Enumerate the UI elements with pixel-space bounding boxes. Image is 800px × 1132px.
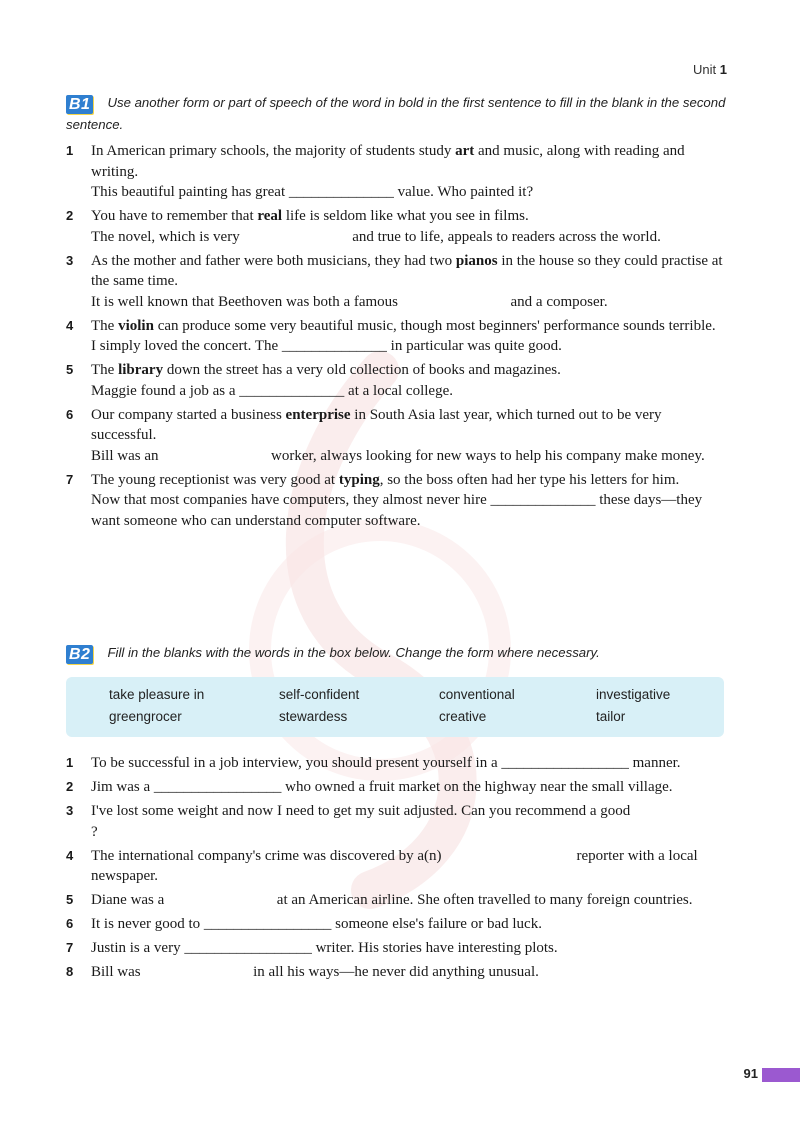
b1-exercise-list bbox=[66, 141, 730, 535]
item-sentence: Jim was a _________________ who owned a fruit market on the highway near the small village. bbox=[91, 779, 673, 795]
item-sentence: I've lost some weight and now I need to get my suit adjusted. Can you recommend a good ? bbox=[91, 803, 743, 840]
word-box-item: tailor bbox=[596, 709, 626, 724]
b2-instruction bbox=[66, 642, 734, 664]
b1-item-1 bbox=[66, 141, 730, 203]
word-box-item: self-confident bbox=[279, 687, 360, 702]
item-sentence-b: down the street has a very old collection of books and magazines. bbox=[163, 362, 561, 378]
page-number: 91 bbox=[743, 1066, 758, 1081]
item-sentence: The international company's crime was discovered by a(n) reporter with a local newspaper. bbox=[91, 847, 702, 884]
item-number: 2 bbox=[66, 208, 74, 223]
b2-item-3 bbox=[66, 801, 743, 842]
page-accent-bar bbox=[762, 1068, 800, 1082]
item-sentence: Bill was in all his ways—he never did anything unusual. bbox=[91, 964, 539, 980]
b1-item-6 bbox=[66, 405, 730, 467]
b1-item-4 bbox=[66, 316, 730, 357]
unit-label bbox=[693, 62, 727, 77]
bold-word: enterprise bbox=[285, 406, 351, 423]
b2-item-2 bbox=[66, 777, 730, 798]
word-box-item: take pleasure in bbox=[109, 687, 205, 702]
item-blank-sentence: It is well known that Beethoven was both a famous and a composer. bbox=[91, 293, 608, 310]
item-number: 6 bbox=[66, 406, 74, 422]
b1-badge: B1 bbox=[66, 95, 93, 114]
word-box-item: creative bbox=[439, 709, 487, 724]
bold-word: pianos bbox=[455, 252, 498, 269]
item-sentence-a: As the mother and father were both musicians, they had two bbox=[91, 252, 456, 269]
b2-item-7 bbox=[66, 938, 730, 959]
b1-item-3 bbox=[66, 251, 730, 313]
item-number: 5 bbox=[66, 362, 74, 377]
b1-instruction-text: Use another form or part of speech of the word in bold in the first sentence to fill in the blank in the second sentence. bbox=[66, 95, 726, 132]
b2-badge: B2 bbox=[66, 645, 93, 664]
item-number: 4 bbox=[66, 317, 74, 333]
item-sentence-a: In American primary schools, the majority of students study bbox=[91, 143, 456, 159]
unit-number: 1 bbox=[719, 62, 727, 77]
b2-item-8 bbox=[66, 962, 730, 983]
b1-instruction bbox=[66, 92, 734, 136]
item-number: 3 bbox=[66, 252, 74, 268]
b1-item-7 bbox=[66, 470, 730, 532]
item-blank-sentence: The novel, which is very and true to life, appeals to readers across the world. bbox=[91, 228, 661, 245]
unit-label-text: Unit bbox=[693, 62, 717, 77]
item-number: 7 bbox=[66, 471, 74, 487]
item-sentence-b: in the house so they could practise at the same time. bbox=[91, 252, 723, 289]
b2-item-6 bbox=[66, 914, 730, 935]
bold-word: real bbox=[257, 208, 283, 224]
word-box-item: conventional bbox=[439, 687, 515, 702]
item-sentence-b: and music, along with reading and writing. bbox=[91, 143, 685, 180]
item-number: 1 bbox=[66, 755, 74, 770]
b2-item-5 bbox=[66, 890, 730, 911]
b1-item-2 bbox=[66, 206, 730, 247]
b2-exercise-list bbox=[66, 753, 743, 986]
item-blank-sentence: This beautiful painting has great ______________ value. Who painted it? bbox=[91, 184, 534, 200]
b2-item-1 bbox=[66, 753, 730, 774]
bold-word: typing bbox=[338, 471, 380, 488]
item-sentence-a: The bbox=[91, 362, 119, 378]
item-number: 6 bbox=[66, 916, 74, 931]
item-number: 7 bbox=[66, 940, 74, 955]
item-number: 2 bbox=[66, 779, 74, 794]
word-box-item: greengrocer bbox=[109, 709, 182, 724]
item-sentence: Justin is a very _________________ writer. His stories have interesting plots. bbox=[91, 940, 558, 956]
item-blank-sentence: Bill was an worker, always looking for new ways to help his company make money. bbox=[91, 447, 705, 464]
item-number: 3 bbox=[66, 803, 74, 818]
item-blank-sentence: I simply loved the concert. The ______________ in particular was quite good. bbox=[91, 338, 562, 354]
item-blank-sentence: Maggie found a job as a ______________ at a local college. bbox=[91, 382, 453, 399]
item-sentence-b: life is seldom like what you see in films. bbox=[282, 208, 529, 224]
item-sentence: Diane was a at an American airline. She often travelled to many foreign countries. bbox=[91, 892, 693, 908]
item-sentence-b: in South Asia last year, which turned out to be very successful. bbox=[91, 406, 662, 443]
item-sentence: To be successful in a job interview, you should present yourself in a _________________ manner. bbox=[91, 755, 681, 771]
b2-instruction-text: Fill in the blanks with the words in the box below. Change the form where necessary. bbox=[107, 645, 600, 660]
item-sentence: It is never good to _________________ someone else's failure or bad luck. bbox=[91, 916, 542, 932]
b1-item-5 bbox=[66, 360, 730, 401]
bold-word: library bbox=[118, 362, 164, 378]
b2-item-4 bbox=[66, 846, 730, 887]
item-sentence-b: , so the boss often had her type his letters for him. bbox=[379, 471, 680, 488]
word-box-item: stewardess bbox=[279, 709, 348, 724]
word-box-item: investigative bbox=[596, 687, 671, 702]
item-sentence-b: can produce some very beautiful music, though most beginners' performance sounds terrible. bbox=[153, 317, 716, 334]
item-sentence-a: The bbox=[91, 317, 119, 334]
bold-word: art bbox=[455, 143, 475, 159]
item-sentence-a: Our company started a business bbox=[91, 406, 286, 423]
item-number: 5 bbox=[66, 892, 74, 907]
item-number: 8 bbox=[66, 964, 74, 979]
item-sentence-a: The young receptionist was very good at bbox=[91, 471, 339, 488]
item-number: 1 bbox=[66, 143, 74, 158]
bold-word: violin bbox=[118, 317, 154, 334]
item-sentence-a: You have to remember that bbox=[91, 208, 258, 224]
word-box bbox=[66, 677, 724, 737]
item-number: 4 bbox=[66, 847, 74, 863]
item-blank-sentence: Now that most companies have computers, they almost never hire ______________ these days—they want someone who can understand computer software. bbox=[91, 492, 706, 529]
